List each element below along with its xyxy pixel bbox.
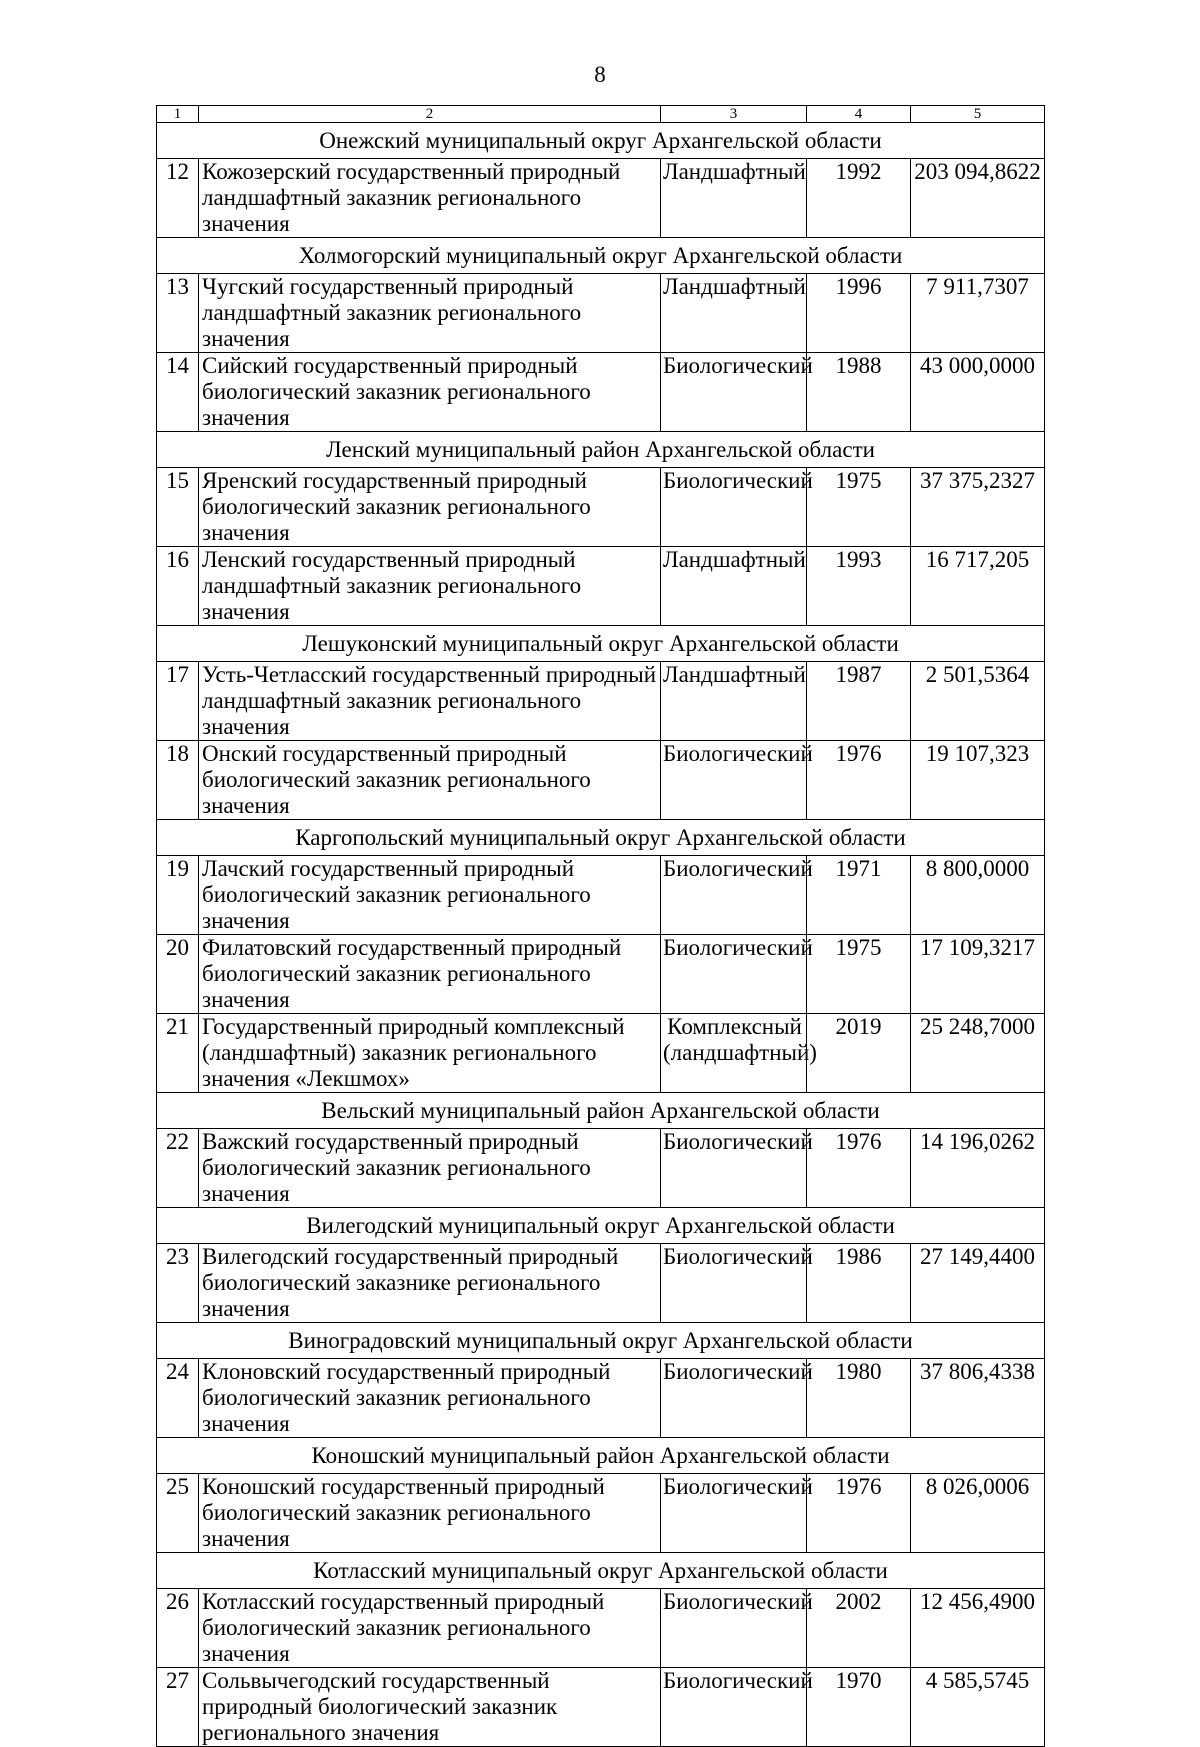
reserve-name: Вилегодский государственный природный биологический заказнике регионального значения [199, 1244, 661, 1323]
row-number: 18 [157, 741, 199, 820]
establishment-year: 1975 [807, 468, 911, 547]
row-number: 22 [157, 1129, 199, 1208]
reserve-area: 43 000,0000 [911, 353, 1045, 432]
establishment-year: 1970 [807, 1668, 911, 1747]
reserve-type: Биологический [661, 1129, 807, 1208]
table-row [157, 1474, 1045, 1553]
district-title: Котласский муниципальный округ Архангельской области [157, 1553, 1045, 1589]
district-title: Вилегодский муниципальный округ Архангельской области [157, 1208, 1045, 1244]
row-number: 12 [157, 159, 199, 238]
row-number: 27 [157, 1668, 199, 1747]
establishment-year: 1976 [807, 741, 911, 820]
reserve-area: 37 806,4338 [911, 1359, 1045, 1438]
reserve-name: Котласский государственный природный биологический заказник регионального значения [199, 1589, 661, 1668]
table-row [157, 856, 1045, 935]
reserve-name: Коношский государственный природный биологический заказник регионального значения [199, 1474, 661, 1553]
column-number: 3 [661, 106, 807, 123]
establishment-year: 1992 [807, 159, 911, 238]
row-number: 23 [157, 1244, 199, 1323]
reserve-type: Ландшафтный [661, 547, 807, 626]
district-header-row [157, 820, 1045, 856]
district-header-row [157, 123, 1045, 159]
row-number: 15 [157, 468, 199, 547]
district-title: Коношский муниципальный район Архангельской области [157, 1438, 1045, 1474]
column-number: 4 [807, 106, 911, 123]
column-number: 1 [157, 106, 199, 123]
reserve-type: Биологический [661, 856, 807, 935]
table-row [157, 741, 1045, 820]
reserve-area: 16 717,205 [911, 547, 1045, 626]
row-number: 26 [157, 1589, 199, 1668]
district-title: Онежский муниципальный округ Архангельской области [157, 123, 1045, 159]
establishment-year: 2002 [807, 1589, 911, 1668]
district-header-row [157, 1208, 1045, 1244]
establishment-year: 1975 [807, 935, 911, 1014]
district-header-row [157, 626, 1045, 662]
establishment-year: 1971 [807, 856, 911, 935]
district-title: Лешуконский муниципальный округ Архангельской области [157, 626, 1045, 662]
reserve-name: Кожозерский государственный природный ландшафтный заказник регионального значения [199, 159, 661, 238]
reserve-area: 2 501,5364 [911, 662, 1045, 741]
reserve-area: 19 107,323 [911, 741, 1045, 820]
district-header-row [157, 1093, 1045, 1129]
table-row [157, 935, 1045, 1014]
establishment-year: 1987 [807, 662, 911, 741]
reserve-name: Филатовский государственный природный биологический заказник регионального значения [199, 935, 661, 1014]
reserve-type: Биологический [661, 1589, 807, 1668]
reserves-table [156, 105, 1045, 1747]
reserve-area: 203 094,8622 [911, 159, 1045, 238]
table-row [157, 159, 1045, 238]
reserve-area: 4 585,5745 [911, 1668, 1045, 1747]
reserve-type: Биологический [661, 935, 807, 1014]
reserve-type: Биологический [661, 353, 807, 432]
reserve-type: Биологический [661, 1359, 807, 1438]
district-header-row [157, 1323, 1045, 1359]
table-row [157, 1359, 1045, 1438]
reserve-type: Биологический [661, 468, 807, 547]
column-number: 5 [911, 106, 1045, 123]
table-row [157, 468, 1045, 547]
table-row [157, 274, 1045, 353]
row-number: 21 [157, 1014, 199, 1093]
reserve-name: Ленский государственный природный ландшафтный заказник регионального значения [199, 547, 661, 626]
establishment-year: 1993 [807, 547, 911, 626]
reserve-type: Биологический [661, 1474, 807, 1553]
page-number: 8 [594, 62, 606, 87]
reserve-type: Ландшафтный [661, 274, 807, 353]
row-number: 24 [157, 1359, 199, 1438]
reserve-type: Биологический [661, 741, 807, 820]
reserve-name: Сольвычегодский государственный природный биологический заказник регионального значения [199, 1668, 661, 1747]
table-row [157, 1668, 1045, 1747]
establishment-year: 1986 [807, 1244, 911, 1323]
column-number: 2 [199, 106, 661, 123]
establishment-year: 1976 [807, 1474, 911, 1553]
row-number: 16 [157, 547, 199, 626]
table-row [157, 662, 1045, 741]
reserve-type: Ландшафтный [661, 159, 807, 238]
table-row [157, 547, 1045, 626]
reserve-area: 14 196,0262 [911, 1129, 1045, 1208]
district-header-row [157, 1438, 1045, 1474]
table-row [157, 1589, 1045, 1668]
reserve-area: 7 911,7307 [911, 274, 1045, 353]
reserve-area: 12 456,4900 [911, 1589, 1045, 1668]
reserve-area: 8 026,0006 [911, 1474, 1045, 1553]
reserve-name: Лачский государственный природный биологический заказник регионального значения [199, 856, 661, 935]
column-number-row [157, 106, 1045, 123]
establishment-year: 1988 [807, 353, 911, 432]
establishment-year: 1980 [807, 1359, 911, 1438]
reserve-name: Важский государственный природный биологический заказник регионального значения [199, 1129, 661, 1208]
establishment-year: 2019 [807, 1014, 911, 1093]
row-number: 25 [157, 1474, 199, 1553]
establishment-year: 1996 [807, 274, 911, 353]
reserve-name: Онский государственный природный биологический заказник регионального значения [199, 741, 661, 820]
establishment-year: 1976 [807, 1129, 911, 1208]
district-title: Ленский муниципальный район Архангельской области [157, 432, 1045, 468]
reserve-area: 17 109,3217 [911, 935, 1045, 1014]
reserve-area: 37 375,2327 [911, 468, 1045, 547]
row-number: 20 [157, 935, 199, 1014]
table-row [157, 353, 1045, 432]
reserve-name: Яренский государственный природный биологический заказник регионального значения [199, 468, 661, 547]
district-title: Виноградовский муниципальный округ Архангельской области [157, 1323, 1045, 1359]
table-row [157, 1244, 1045, 1323]
district-title: Каргопольский муниципальный округ Архангельской области [157, 820, 1045, 856]
district-title: Холмогорский муниципальный округ Архангельской области [157, 238, 1045, 274]
reserve-area: 8 800,0000 [911, 856, 1045, 935]
row-number: 17 [157, 662, 199, 741]
table-row [157, 1014, 1045, 1093]
district-header-row [157, 432, 1045, 468]
row-number: 14 [157, 353, 199, 432]
reserve-type: Биологический [661, 1668, 807, 1747]
row-number: 13 [157, 274, 199, 353]
district-header-row [157, 238, 1045, 274]
reserve-name: Сийский государственный природный биологический заказник регионального значения [199, 353, 661, 432]
reserve-name: Чугский государственный природный ландшафтный заказник регионального значения [199, 274, 661, 353]
reserve-type: Биологический [661, 1244, 807, 1323]
reserve-area: 27 149,4400 [911, 1244, 1045, 1323]
reserve-type: Комплексный (ландшафтный) [661, 1014, 807, 1093]
district-title: Вельский муниципальный район Архангельской области [157, 1093, 1045, 1129]
reserve-name: Клоновский государственный природный биологический заказник регионального значения [199, 1359, 661, 1438]
reserve-type: Ландшафтный [661, 662, 807, 741]
district-header-row [157, 1553, 1045, 1589]
reserve-name: Усть-Четласский государственный природный ландшафтный заказник регионального значения [199, 662, 661, 741]
reserve-name: Государственный природный комплексный (ландшафтный) заказник регионального значения «Лекшмох» [199, 1014, 661, 1093]
table-row [157, 1129, 1045, 1208]
row-number: 19 [157, 856, 199, 935]
reserve-area: 25 248,7000 [911, 1014, 1045, 1093]
